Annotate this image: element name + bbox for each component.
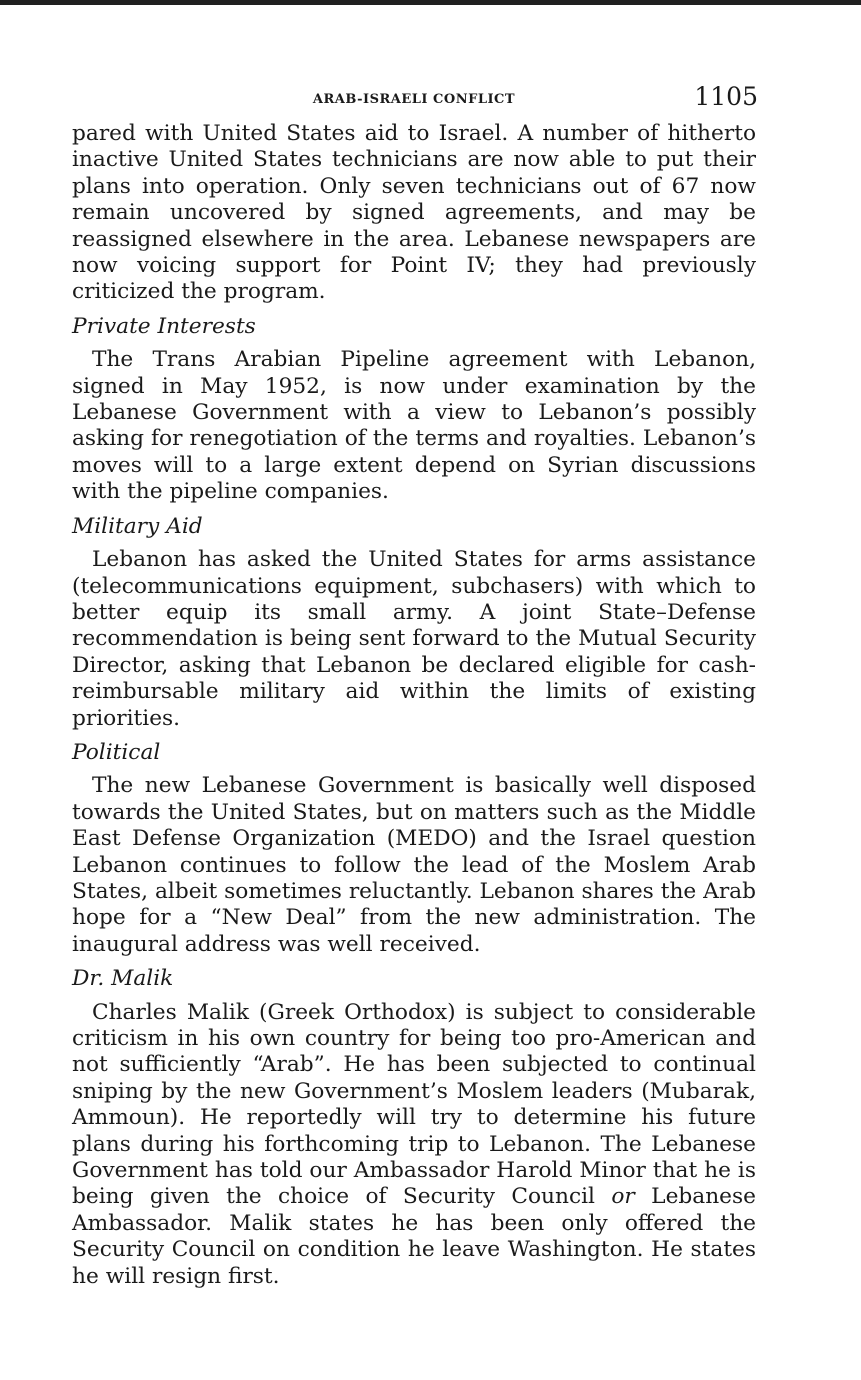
private-interests-paragraph: The Trans Arabian Pipeline agreement with Lebanon, signed in May 1952, is now under examination by the Lebanese Government with a view to Lebanon’s possibly asking for renegotiation of the terms and royalties. Lebanon’s moves will to a large extent depend on Syrian discussions with the pipeline companies. xyxy=(72,347,756,505)
dr-malik-text-part-1: Charles Malik (Greek Orthodox) is subject to considerable criticism in his own country for being too pro-American and not sufficiently “Arab”. He has been subjected to continual sniping by the new Government’s Moslem leaders (Mubarak, Ammoun). He reportedly will try to determine his future plans during his forthcoming trip to Lebanon. The Lebanese Government has told our Ambassador Harold Minor that he is being given the choice of Security Council xyxy=(72,999,756,1210)
dr-malik-text-part-2: Lebanese Ambassador. Malik states he has been only offered the Security Council on condition he leave Washington. He states he will resign first. xyxy=(72,1184,756,1289)
section-heading-private-interests: Private Interests xyxy=(72,313,256,339)
dr-malik-paragraph xyxy=(72,1000,756,1290)
continuation-paragraph: pared with United States aid to Israel. A number of hitherto inactive United States technicians are now able to put their plans into operation. Only seven technicians out of 67 now remain uncovered by signed agreements, and may be reassigned elsewhere in the area. Lebanese newspapers are now voicing support for Point IV; they had previously criticized the program. xyxy=(72,121,756,305)
running-header xyxy=(72,80,756,116)
document-page xyxy=(72,80,756,1290)
section-heading-military-aid: Military Aid xyxy=(72,513,203,539)
section-heading-dr-malik: Dr. Malik xyxy=(72,966,174,992)
emphasis-or: or xyxy=(611,1184,635,1210)
section-heading-political: Political xyxy=(72,739,161,765)
military-aid-paragraph: Lebanon has asked the United States for arms assistance (telecommunications equipment, subchasers) with which to better equip its small army. A joint State–Defense recommendation is being sent forward to the Mutual Security Director, asking that Lebanon be declared eligible for cash-reimbursable military aid within the limits of existing priorities. xyxy=(72,547,756,731)
page-top-edge-rule xyxy=(0,0,861,5)
political-paragraph: The new Lebanese Government is basically well disposed towards the United States, but on matters such as the Middle East Defense Organization (MEDO) and the Israel question Lebanon continues to follow the lead of the Moslem Arab States, albeit sometimes reluctantly. Lebanon shares the Arab hope for a “New Deal” from the new administration. The inaugural address was well received. xyxy=(72,773,756,957)
page-number: 1105 xyxy=(694,82,758,111)
running-title: ARAB-ISRAELI CONFLICT xyxy=(312,92,516,107)
